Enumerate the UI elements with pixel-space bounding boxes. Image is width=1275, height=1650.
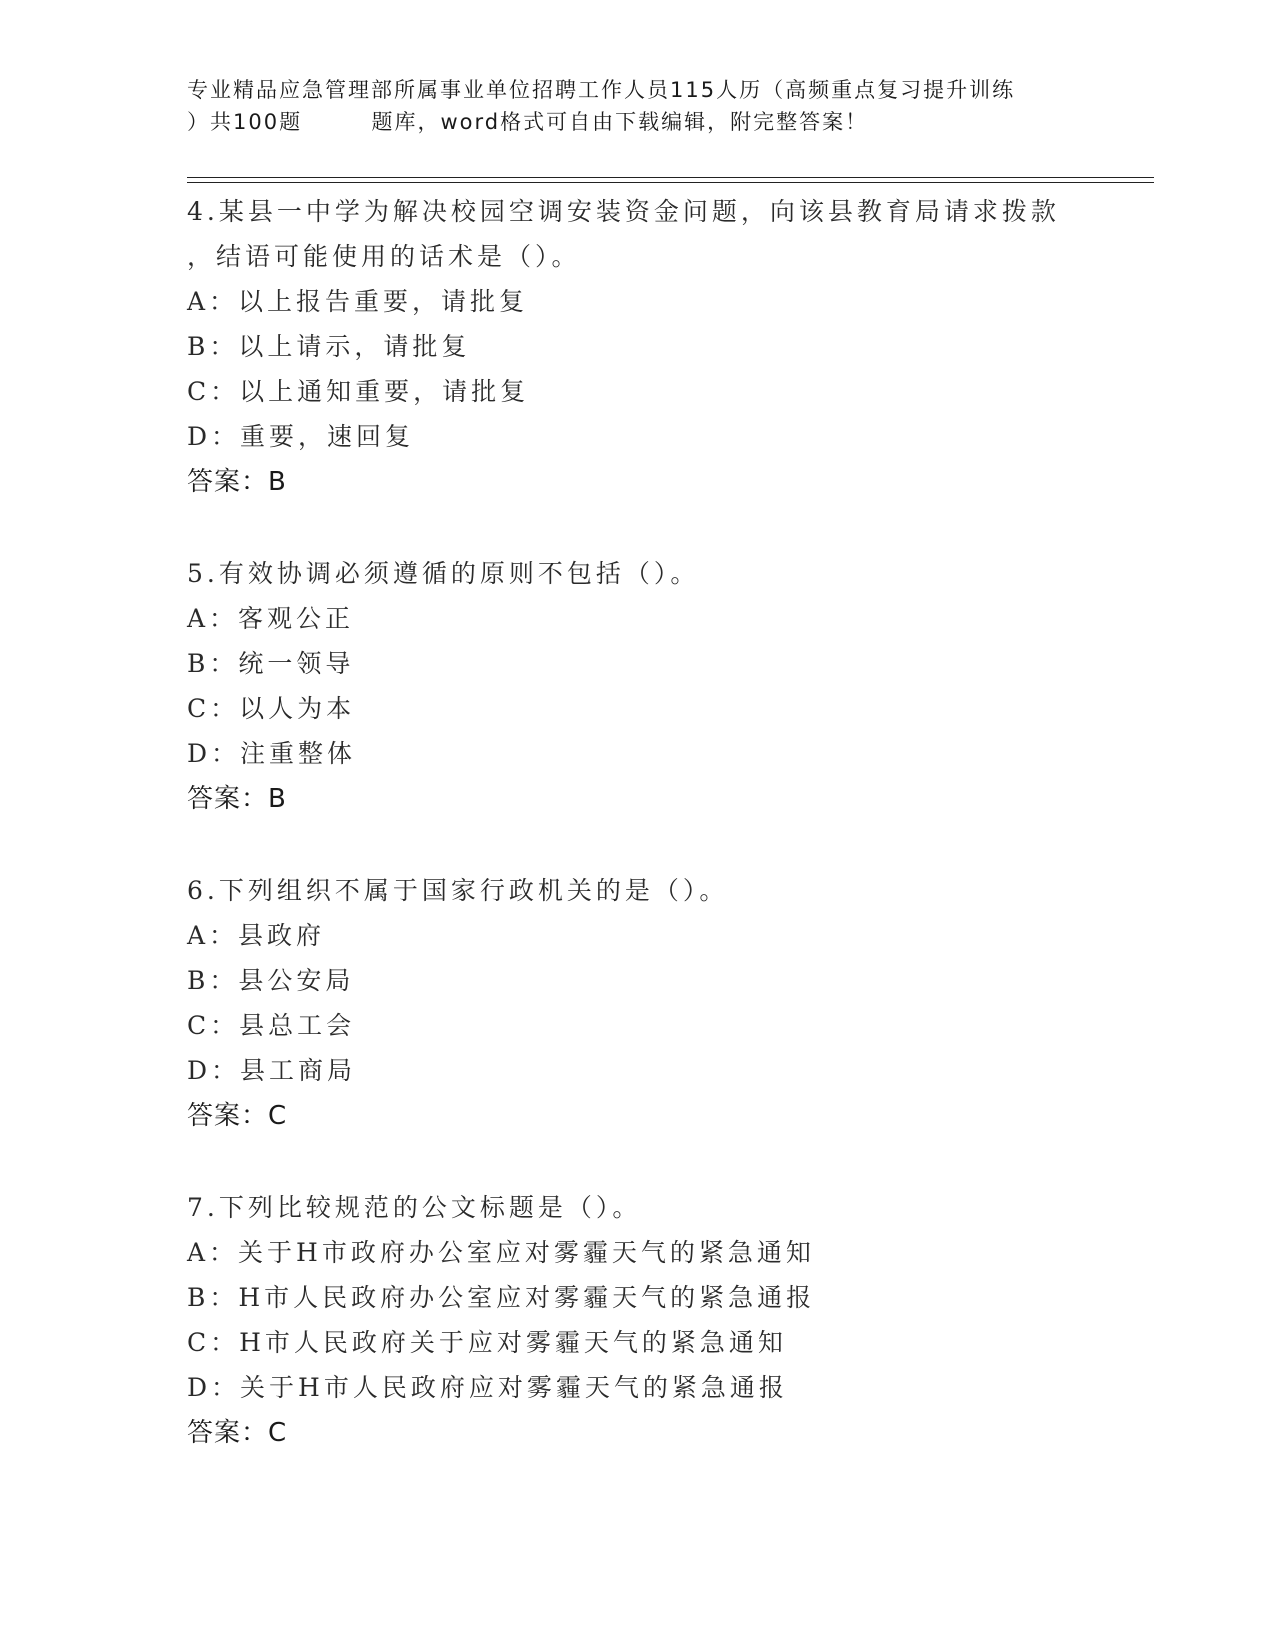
header-divider-top bbox=[187, 177, 1154, 178]
option-c: C：以人为本 bbox=[187, 694, 356, 723]
option-c: C：县总工会 bbox=[187, 1011, 356, 1040]
question-7 bbox=[187, 1185, 1147, 1456]
question-6 bbox=[187, 868, 1147, 1139]
document-header bbox=[187, 74, 1187, 138]
option-b: B：H市人民政府办公室应对雾霾天气的紧急通报 bbox=[187, 1283, 816, 1312]
option-b: B：统一领导 bbox=[187, 649, 355, 678]
question-list bbox=[187, 189, 1147, 1456]
option-d: D：关于H市人民政府应对雾霾天气的紧急通报 bbox=[187, 1373, 788, 1402]
header-title-line-1: 专业精品应急管理部所属事业单位招聘工作人员115人历（高频重点复习提升训练 bbox=[187, 78, 1016, 102]
answer-line: 答案：C bbox=[187, 1101, 288, 1131]
question-stem: 4.某县一中学为解决校园空调安装资金问题，向该县教育局请求拨款 bbox=[187, 197, 1060, 226]
option-a: A：以上报告重要，请批复 bbox=[187, 287, 529, 316]
option-b: B：县公安局 bbox=[187, 966, 355, 995]
option-b: B：以上请示，请批复 bbox=[187, 332, 471, 361]
option-a: A：县政府 bbox=[187, 921, 326, 950]
question-stem: 6.下列组织不属于国家行政机关的是（）。 bbox=[187, 876, 729, 905]
header-title-line-2: ）共100题 题库，word格式可自由下载编辑，附完整答案！ bbox=[187, 110, 869, 134]
option-a: A：关于H市政府办公室应对雾霾天气的紧急通知 bbox=[187, 1238, 815, 1267]
answer-line: 答案：C bbox=[187, 1418, 288, 1448]
option-d: D：注重整体 bbox=[187, 739, 357, 768]
question-stem: 5.有效协调必须遵循的原则不包括（）。 bbox=[187, 559, 700, 588]
question-4 bbox=[187, 189, 1147, 505]
option-a: A：客观公正 bbox=[187, 604, 355, 633]
question-stem: 7.下列比较规范的公文标题是（）。 bbox=[187, 1193, 642, 1222]
option-c: C：H市人民政府关于应对雾霾天气的紧急通知 bbox=[187, 1328, 787, 1357]
header-divider-bottom bbox=[187, 182, 1154, 183]
question-stem: ，结语可能使用的话术是（）。 bbox=[187, 242, 581, 271]
question-5 bbox=[187, 551, 1147, 822]
option-d: D：县工商局 bbox=[187, 1056, 357, 1085]
option-c: C：以上通知重要，请批复 bbox=[187, 377, 530, 406]
answer-line: 答案：B bbox=[187, 784, 287, 814]
answer-line: 答案：B bbox=[187, 467, 287, 497]
option-d: D：重要，速回复 bbox=[187, 422, 415, 451]
